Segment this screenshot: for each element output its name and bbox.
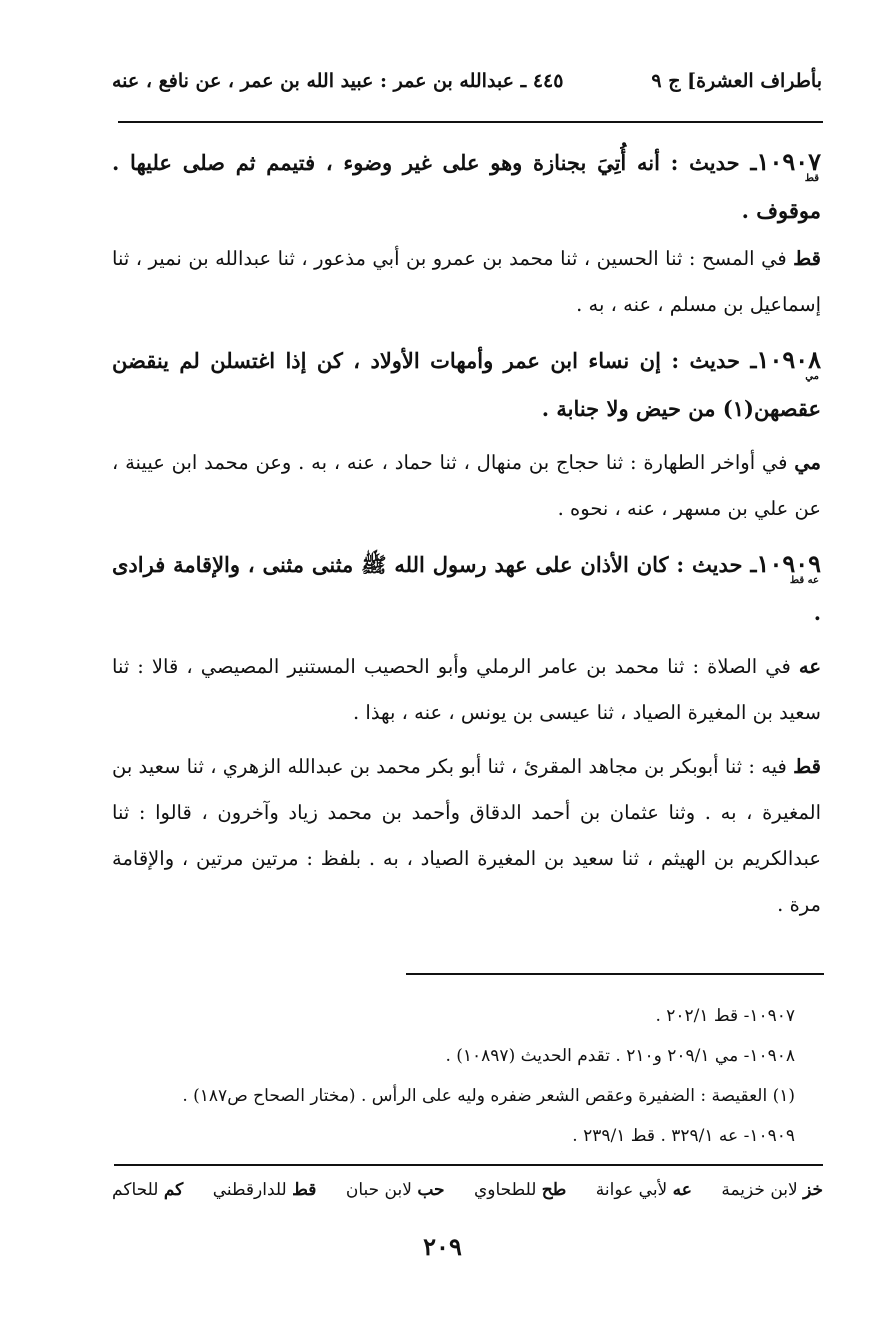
hadith-sigla: مي bbox=[805, 371, 819, 382]
hadith-number: ١٠٩٠٨ مي bbox=[756, 345, 821, 382]
source-10908 bbox=[112, 440, 821, 532]
source-text: في المسح : ثنا الحسين ، ثنا محمد بن عمرو بن أبي مذعور ، ثنا عبدالله بن نمير ، ثنا إسماعيل بن مسلم ، عنه ، به . bbox=[112, 247, 821, 316]
footnote: (١) العقيصة : الضفيرة وعقص الشعر ضفره وليه على الرأس . (مختار الصحاح ص١٨٧) . bbox=[182, 1086, 795, 1106]
abbreviations-key bbox=[112, 1180, 823, 1200]
header-rule bbox=[118, 121, 823, 123]
hadith-sigla: عه قط bbox=[789, 575, 819, 586]
abbr-item: خز لابن خزيمة bbox=[721, 1180, 823, 1200]
footnote-rule bbox=[406, 973, 824, 975]
header-section: ٤٤٥ ـ عبدالله بن عمر : عبيد الله بن عمر ، عن نافع ، عنه bbox=[112, 70, 564, 92]
footnote: ١٠٩٠٨- مي ٢٠٩/١ و٢١٠ . تقدم الحديث (١٠٨٩٧) . bbox=[445, 1046, 795, 1066]
abbr-item: عه لأبي عوانة bbox=[595, 1180, 692, 1200]
source-10909-a bbox=[112, 644, 821, 736]
abbr-item: قط للدارقطني bbox=[212, 1180, 317, 1200]
source-abbr: قط bbox=[793, 247, 821, 270]
hadith-number: ١٠٩٠٩ عه قط bbox=[756, 549, 821, 586]
source-abbr: مي bbox=[794, 451, 821, 474]
hadith-number: ١٠٩٠٧ قط bbox=[756, 147, 821, 184]
source-text: في الصلاة : ثنا محمد بن عامر الرملي وأبو الحصيب المستنير المصيصي ، قالا : ثنا سعيد بن المغيرة الصياد ، ثنا عيسى بن يونس ، عنه ، بهذا . bbox=[112, 655, 821, 724]
hadith-text: ـ حديث : إن نساء ابن عمر وأمهات الأولاد ، كن إذا اغتسلن لم ينقضن عقصهن(١) من حيض ولا جنابة . bbox=[112, 348, 821, 421]
abbr-item: كم للحاكم bbox=[112, 1180, 184, 1200]
page-number: ٢٠٩ bbox=[423, 1232, 462, 1261]
hadith-text: ـ حديث : أنه أُتِيَ بجنازة وهو على غير وضوء ، فتيمم ثم صلى عليها . موقوف . bbox=[112, 150, 821, 223]
header-title: بأطراف العشرة] ج ٩ bbox=[651, 70, 822, 92]
abbreviations-rule bbox=[114, 1164, 823, 1166]
source-text: فيه : ثنا أبوبكر بن مجاهد المقرئ ، ثنا أبو بكر محمد بن عبدالله الزهري ، ثنا سعيد بن المغيرة ، به . وثنا عثمان بن أحمد الدقاق وأحمد بن محمد زياد وآخرون ، قالوا : ثنا عبدالكريم بن الهيثم ، ثنا سعيد بن المغيرة الصياد ، به . بلفظ : مرتين مرتين ، والإقامة مرة . bbox=[112, 755, 821, 916]
source-text: في أواخر الطهارة : ثنا حجاج بن منهال ، ثنا حماد ، عنه ، به . وعن محمد ابن عيينة ، عن علي بن مسهر ، عنه ، نحوه . bbox=[112, 451, 821, 520]
hadith-10909 bbox=[112, 540, 821, 637]
source-10909-b bbox=[112, 744, 821, 928]
footnotes bbox=[130, 996, 795, 1156]
hadith-10907 bbox=[112, 138, 821, 235]
running-header bbox=[112, 70, 822, 92]
source-abbr: عه bbox=[798, 655, 822, 678]
hadith-10908 bbox=[112, 336, 821, 433]
source-10907 bbox=[112, 236, 821, 328]
footnote: ١٠٩٠٩- عه ٣٢٩/١ . قط ٢٣٩/١ . bbox=[572, 1126, 795, 1146]
hadith-sigla: قط bbox=[804, 173, 819, 184]
hadith-text: ـ حديث : كان الأذان على عهد رسول الله ﷺ مثنى مثنى ، والإقامة فرادى . bbox=[112, 552, 821, 625]
abbr-item: طح للطحاوي bbox=[473, 1180, 567, 1200]
abbr-item: حب لابن حبان bbox=[345, 1180, 445, 1200]
footnote: ١٠٩٠٧- قط ٢٠٢/١ . bbox=[655, 1006, 795, 1026]
source-abbr: قط bbox=[793, 755, 821, 778]
